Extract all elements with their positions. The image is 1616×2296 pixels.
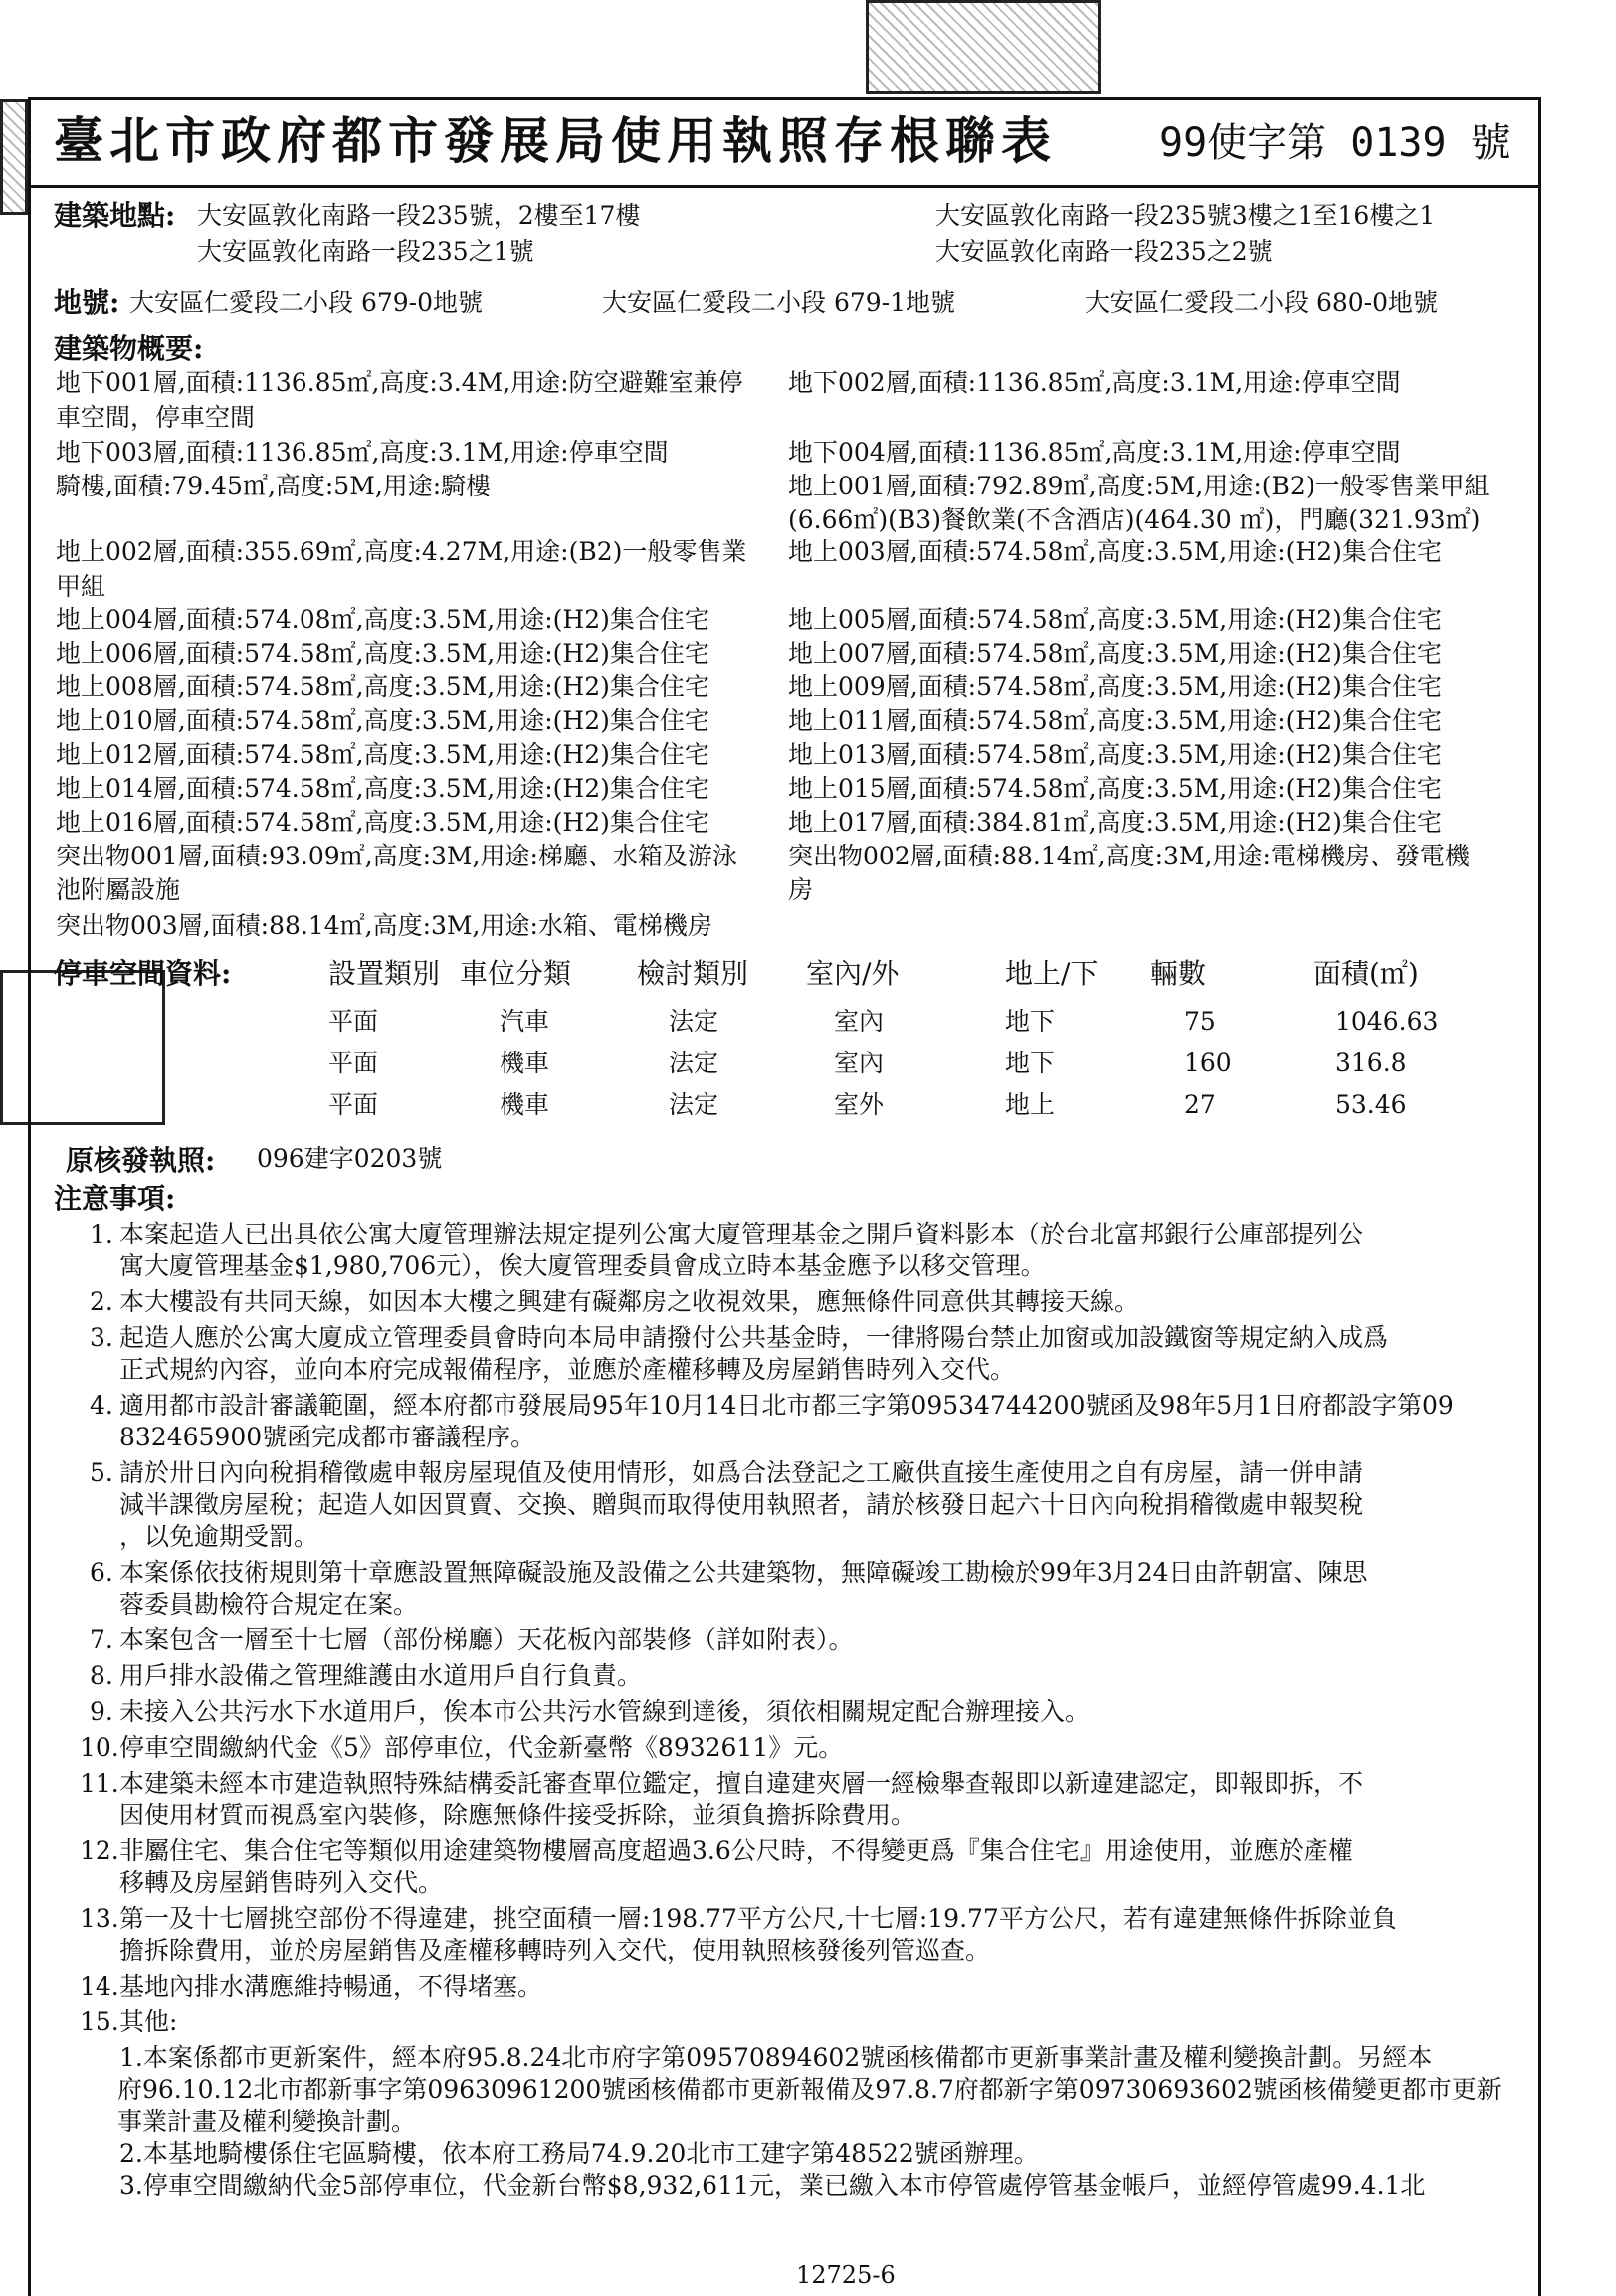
lot-number-1: 大安區仁愛段二小段 679-0地號 [129,288,484,317]
note-line: 未接入公共污水下水道用戶，俟本市公共污水管線到達後，須依相關規定配合辦理接入。 [119,1697,1091,1726]
overview-cell: 車空間，停車空間 [56,403,256,432]
note-number: 13. [80,1904,119,1933]
note-number: 9. [90,1697,113,1726]
note-line: 其他: [119,2008,178,2036]
note-number: 7. [90,1626,113,1654]
overview-cell: 房 [788,875,814,904]
overview-cell: 突出物002層,面積:88.14㎡,高度:3M,用途:電梯機房、發電機 [788,842,1470,870]
overview-cell: 地上011層,面積:574.58㎡,高度:3.5M,用途:(H2)集合住宅 [788,706,1442,735]
overview-cell: 地上008層,面積:574.58㎡,高度:3.5M,用途:(H2)集合住宅 [56,672,709,701]
site-label: 建築地點: [54,199,176,232]
parking-cell: 機車 [500,1090,550,1119]
note-line: 起造人應於公寓大廈成立管理委員會時向本局申請撥付公共基金時，一律將陽台禁止加窗或加設鐵窗等規定納入成爲 [119,1323,1389,1352]
note-line: 請於卅日內向稅捐稽徵處申報房屋現值及使用情形，如爲合法登記之工廠供直接生產使用之自有房屋，請一併申請 [119,1458,1364,1487]
header-divider [28,185,1540,188]
parking-header-cell: 檢討類別 [637,957,749,990]
overview-cell: 地上005層,面積:574.58㎡,高度:3.5M,用途:(H2)集合住宅 [788,605,1442,634]
overview-cell: 地上017層,面積:384.81㎡,高度:3.5M,用途:(H2)集合住宅 [788,808,1442,837]
note-line: 本案包含一層至十七層（部份梯廳）天花板內部裝修（詳如附表）。 [119,1626,854,1654]
parking-cell: 1046.63 [1335,1007,1439,1036]
parking-label: 停車空間資料: [54,957,232,990]
parking-cell: 160 [1184,1049,1232,1077]
parking-header-cell: 面積(㎡) [1313,957,1419,990]
overview-cell: 地上006層,面積:574.58㎡,高度:3.5M,用途:(H2)集合住宅 [56,639,709,668]
note-line: 擔拆除費用，並於房屋銷售及產權移轉時列入交代，使用執照核發後列管巡查。 [119,1936,991,1965]
note-line: 蓉委員勘檢符合規定在案。 [119,1590,419,1619]
parking-cell: 地下 [1005,1007,1056,1036]
note-number: 14. [80,1972,119,2001]
overview-cell: 地下003層,面積:1136.85㎡,高度:3.1M,用途:停車空間 [56,438,669,467]
parking-header-cell: 輛數 [1150,957,1207,990]
note-line: 本建築未經本市建造執照特殊結構委託審查單位鑑定，擅自違建夾層一經檢舉查報即以新違建認定，即報即拆，不 [119,1769,1364,1798]
note-number: 6. [90,1558,113,1587]
parking-cell: 法定 [669,1090,719,1119]
note-line: 減半課徵房屋稅；起造人如因買賣、交換、贈與而取得使用執照者，請於核發日起六十日內向稅捐稽徵處申報契稅 [119,1490,1364,1519]
parking-cell: 地下 [1005,1049,1056,1077]
parking-header-cell: 車位分類 [460,957,572,990]
lot-number-2: 大安區仁愛段二小段 679-1地號 [602,288,956,317]
overview-cell: 突出物001層,面積:93.09㎡,高度:3M,用途:梯廳、水箱及游泳 [56,842,737,870]
parking-cell: 室外 [834,1090,885,1119]
parking-cell: 機車 [500,1049,550,1077]
parking-cell: 室內 [834,1007,885,1036]
site-address-4: 大安區敦化南路一段235之2號 [935,237,1273,266]
note-line: 基地內排水溝應維持暢通，不得堵塞。 [119,1972,543,2001]
note-number: 1. [90,1220,113,1248]
overview-cell: 地下002層,面積:1136.85㎡,高度:3.1M,用途:停車空間 [788,368,1401,397]
overview-cell: (6.66㎡)(B3)餐飲業(不含酒店)(464.30 ㎡)，門廳(321.93㎡) [788,505,1481,534]
note-number: 4. [90,1391,113,1420]
overview-cell: 地下001層,面積:1136.85㎡,高度:3.4M,用途:防空避難室兼停 [56,368,743,397]
parking-cell: 27 [1184,1090,1216,1119]
site-address-3: 大安區敦化南路一段235之1號 [197,237,534,266]
other-note-line: 2.本基地騎樓係住宅區騎樓，依本府工務局74.9.20北市工建字第48522號函辦理。 [119,2139,1039,2168]
overview-cell: 地上002層,面積:355.69㎡,高度:4.27M,用途:(B2)一般零售業 [56,537,747,566]
parking-header-cell: 室內/外 [806,957,900,990]
note-line: 非屬住宅、集合住宅等類似用途建築物樓層高度超過3.6公尺時，不得變更爲『集合住宅』用途使用，並應於產權 [119,1836,1353,1865]
overview-cell: 甲組 [56,572,106,601]
left-edge-stamp [0,99,28,215]
parking-header-cell: 設置類別 [328,957,441,990]
parking-cell: 平面 [328,1007,379,1036]
overview-cell: 地上012層,面積:574.58㎡,高度:3.5M,用途:(H2)集合住宅 [56,740,709,769]
overview-cell: 突出物003層,面積:88.14㎡,高度:3M,用途:水箱、電梯機房 [56,911,712,940]
note-number: 5. [90,1458,113,1487]
parking-cell: 法定 [669,1049,719,1077]
note-number: 11. [80,1769,119,1798]
overview-label: 建築物概要: [54,332,204,365]
note-number: 3. [90,1323,113,1352]
note-number: 15. [80,2008,119,2036]
overview-cell: 騎樓,面積:79.45㎡,高度:5M,用途:騎樓 [56,472,492,500]
parking-cell: 汽車 [500,1007,550,1036]
overview-cell: 地上001層,面積:792.89㎡,高度:5M,用途:(B2)一般零售業甲組 [788,472,1490,500]
overview-cell: 地上015層,面積:574.58㎡,高度:3.5M,用途:(H2)集合住宅 [788,774,1442,803]
original-license-value: 096建字0203號 [257,1144,443,1173]
overview-cell: 地上016層,面積:574.58㎡,高度:3.5M,用途:(H2)集合住宅 [56,808,709,837]
note-number: 2. [90,1287,113,1316]
note-line: 本大樓設有共同天線，如因本大樓之興建有礙鄰房之收視效果，應無條件同意供其轉接天線。 [119,1287,1140,1316]
note-line: 適用都市設計審議範圍，經本府都市發展局95年10月14日北市都三字第09534744200號函及98年5月1日府都設字第09 [119,1391,1454,1420]
overview-cell: 地上003層,面積:574.58㎡,高度:3.5M,用途:(H2)集合住宅 [788,537,1442,566]
site-address-1: 大安區敦化南路一段235號，2樓至17樓 [197,201,641,230]
note-line: 本案起造人已出具依公寓大廈管理辦法規定提列公寓大廈管理基金之開戶資料影本（於台北富邦銀行公庫部提列公 [119,1220,1364,1248]
side-seal-stamp [0,970,165,1125]
note-line: 停車空間繳納代金《5》部停車位，代金新臺幣《8932611》元。 [119,1733,844,1762]
overview-cell: 地上009層,面積:574.58㎡,高度:3.5M,用途:(H2)集合住宅 [788,672,1442,701]
note-number: 8. [90,1661,113,1690]
page-number: 12725-6 [796,2261,896,2289]
original-license-label: 原核發執照: [66,1144,216,1177]
parking-header-cell: 地上/下 [1005,957,1099,990]
note-line: 832465900號函完成都市審議程序。 [119,1423,536,1451]
frame-top-line [28,97,1540,100]
site-address-2: 大安區敦化南路一段235號3樓之1至16樓之1 [935,201,1436,230]
other-note-line: 府96.10.12北市都新事字第09630961200號函核備都市更新報備及97.8.7府都新字第09730693602號函核備變更都市更新 [117,2075,1502,2104]
notes-label: 注意事項: [54,1182,176,1215]
parking-cell: 平面 [328,1049,379,1077]
parking-cell: 53.46 [1335,1090,1407,1119]
parking-cell: 75 [1184,1007,1216,1036]
parking-cell: 316.8 [1335,1049,1407,1077]
note-line: 正式規約內容，並向本府完成報備程序，並應於產權移轉及房屋銷售時列入交代。 [119,1355,1016,1384]
note-line: 移轉及房屋銷售時列入交代。 [119,1868,444,1897]
overview-cell: 地上007層,面積:574.58㎡,高度:3.5M,用途:(H2)集合住宅 [788,639,1442,668]
document-title: 臺北市政府都市發展局使用執照存根聯表 [54,111,1057,170]
overview-cell: 地上014層,面積:574.58㎡,高度:3.5M,用途:(H2)集合住宅 [56,774,709,803]
overview-cell: 地上010層,面積:574.58㎡,高度:3.5M,用途:(H2)集合住宅 [56,706,709,735]
note-line: 用戶排水設備之管理維護由水道用戶自行負責。 [119,1661,643,1690]
frame-left-line [28,97,31,2296]
parking-cell: 地上 [1005,1090,1056,1119]
overview-cell: 地上004層,面積:574.08㎡,高度:3.5M,用途:(H2)集合住宅 [56,605,709,634]
lot-number-3: 大安區仁愛段二小段 680-0地號 [1085,288,1439,317]
parking-cell: 法定 [669,1007,719,1036]
note-number: 10. [80,1733,119,1762]
other-note-line: 3.停車空間繳納代金5部停車位，代金新台幣$8,932,611元，業已繳入本市停管處停管基金帳戶，並經停管處99.4.1北 [119,2171,1426,2200]
document-number: 99使字第 0139 號 [1159,120,1511,166]
parking-cell: 室內 [834,1049,885,1077]
note-line: 寓大廈管理基金$1,980,706元），俟大廈管理委員會成立時本基金應予以移交管理。 [119,1251,1046,1280]
note-line: ，以免逾期受罰。 [119,1522,319,1551]
overview-cell: 地下004層,面積:1136.85㎡,高度:3.1M,用途:停車空間 [788,438,1401,467]
other-note-line: 事業計畫及權利變換計劃。 [117,2107,417,2136]
frame-right-line [1538,97,1541,2296]
note-number: 12. [80,1836,119,1865]
parking-cell: 平面 [328,1090,379,1119]
lot-label: 地號: [54,287,120,319]
note-line: 第一及十七層挑空部份不得違建，挑空面積一層:198.77平方公尺,十七層:19.77平方公尺，若有違建無條件拆除並負 [119,1904,1397,1933]
other-note-line: 1.本案係都市更新案件，經本府95.8.24北市府字第09570894602號函核備都市更新事業計畫及權利變換計劃。另經本 [119,2043,1433,2072]
overview-cell: 地上013層,面積:574.58㎡,高度:3.5M,用途:(H2)集合住宅 [788,740,1442,769]
top-seal-stamp [866,0,1101,94]
note-line: 本案係依技術規則第十章應設置無障礙設施及設備之公共建築物，無障礙竣工勘檢於99年3月24日由許朝富、陳思 [119,1558,1368,1587]
overview-cell: 池附屬設施 [56,875,181,904]
note-line: 因使用材質而視爲室內裝修，除應無條件接受拆除，並須負擔拆除費用。 [119,1801,916,1829]
